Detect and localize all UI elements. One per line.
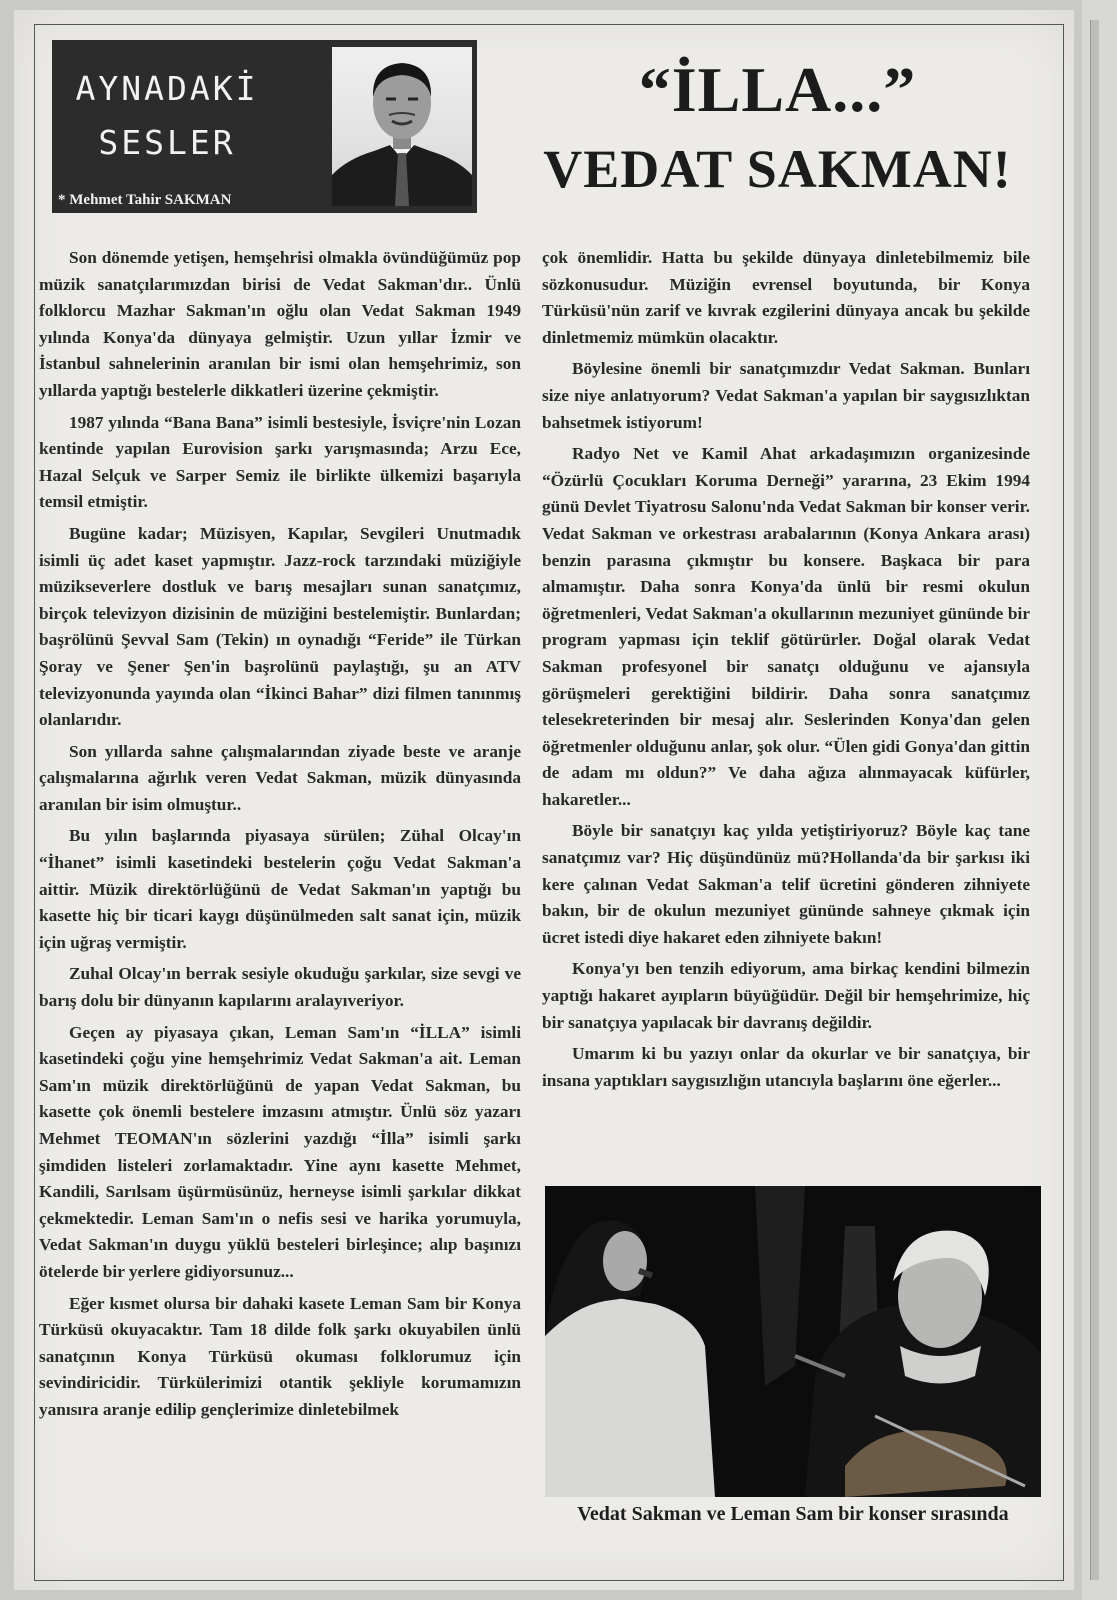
paragraph: 1987 yılında “Bana Bana” isimli bestesiyle, İsviçre'nin Lozan kentinde yapılan Eurovision şarkı yarışmasında; Arzu Ece, Hazal Selçuk ve Sarper Semiz ile birlikte ülkemizi başarıyla temsil etmiştir. [39,412,521,512]
photo-caption: Vedat Sakman ve Leman Sam bir konser sırasında [577,1503,1009,1525]
adjacent-page-edge [1082,0,1117,1600]
author-portrait [332,47,472,206]
paragraph: Zuhal Olcay'ın berrak sesiyle okuduğu şarkılar, size sevgi ve barış dolu bir dünyanın kapılarını aralayıveriyor. [39,964,521,1011]
headline-line1: “İLLA...” [638,54,917,125]
column-title [52,62,282,170]
paragraph: Umarım ki bu yazıyı onlar da okurlar ve bir sanatçıya, bir insana yaptıkları saygısızlığın utancıyla başlarını öne eğerler... [542,1044,1030,1090]
paragraph: Eğer kısmet olursa bir dahaki kasete Leman Sam bir Konya Türküsü okuyacaktır. Tam 18 dilde folk şarkı okuyabilen ünlü sanatçının Konya Türküsü okuması folklorumuz için sevindiricidir. Türkülerimizi otantik şekliyle korumamızın yanısıra aranje edilip gençlerimize dinletebilmek [39,1293,521,1419]
paragraph: Bugüne kadar; Müzisyen, Kapılar, Sevgileri Unutmadık isimli üç adet kaset yapmıştır. Jazz-rock tarzındaki müziğiyle müzikseverlere dostluk ve barış mesajları sunan sanatçımız, birçok televizyon dizisinin de müziğini bestelemiştir. Bunlardan; başrölünü Şevval Sam (Tekin) ın oynadığı “Feride” ile Türkan Şoray ve Şener Şen'in başrolünü paylaştığı, şu an ATV televizyonunda yayında olan “İkinci Bahar” dizi filmen tanınmış olanlarıdır. [39,523,521,730]
paragraph: Böyle bir sanatçıyı kaç yılda yetiştiriyoruz? Böyle kaç tane sanatçımız var? Hiç düşündünüz mü?Hollanda'da bir şarkısı iki kere çalınan Vedat Sakman'a telif ücretini gönderen zihniyete bakın, bir de okulun mezuniyet gününde sahneye çıkmak için ücret istedi diye hakaret eden zihniyete bakın! [542,821,1030,947]
paragraph: Böylesine önemli bir sanatçımızdır Vedat Sakman. Bunları size niye anlatıyorum? Vedat Sakman'a yapılan bir saygısızlıktan bahsetmek istiyorum! [542,359,1030,432]
paragraph: Radyo Net ve Kamil Ahat arkadaşımızın organizesinde “Özürlü Çocukları Koruma Derneği” yararına, 23 Ekim 1994 günü Devlet Tiyatrosu Salonu'nda Vedat Sakman bir konser verir. Vedat Sakman ve orkestrası arabalarının (Konya Ankara arası) benzin parasına çıkmıştır bu konsere. Başkaca bir para almamıştır. Daha sonra Konya'da ünlü bir resmi okulun öğretmenleri, Vedat Sakman'a okullarının mezuniyet gününde bir program yapması için teklif götürürler. Doğal olarak Vedat Sakman profesyonel bir sanatçı olduğunu ve ajansıyla görüşmeleri gerektiğini bildirir. Daha sonra sanatçımız telesekreterinden bir mesaj alır. Seslerinden Konya'dan gelen öğretmenler olduğunu anlar, şok olur. “Ülen gidi Gonya'dan gittin de adam mı oldun?” Ve daha ağıza alınmayacak küfürler, hakaretler... [542,444,1030,809]
paragraph: Son yıllarda sahne çalışmalarından ziyade beste ve aranje çalışmalarına ağırlık veren Vedat Sakman, müzik dünyasında aranılan bir isim olmuştur.. [39,741,521,814]
paragraph: Bu yılın başlarında piyasaya sürülen; Zühal Olcay'ın “İhanet” isimli kasetindeki bestelerin çoğu Vedat Sakman'a aittir. Müzik direktörlüğünü de Vedat Sakman'ın yaptığı bu kasette hiç bir ticari kaygı düşünülmeden salt sanat için, müzik için uğraş vermiştir. [39,826,521,952]
headline-line2: VEDAT SAKMAN! [543,139,1012,199]
column-header [52,40,477,213]
article-column-right [542,245,1030,1099]
article-column-left [39,245,521,1429]
column-title-line1: AYNADAKİ [75,69,259,108]
paragraph: Konya'yı ben tenzih ediyorum, ama birkaç kendini bilmezin yaptığı hakaret ayıpların büyüğüdür. Değil bir hemşehrimize, hiç bir sanatçıya yapılacak bir davranış değildir. [542,959,1030,1032]
paragraph: Geçen ay piyasaya çıkan, Leman Sam'ın “İLLA” isimli kasetindeki çoğu yine hemşehrimiz Vedat Sakman'a ait. Leman Sam'ın müzik direktörlüğünü de yapan Vedat Sakman, bu kasette çok önemli bestelere imzasını atmıştır. Ünlü söz yazarı Mehmet TEOMAN'ın sözlerini yazdığı “İlla” isimli şarkı şimdiden listeleri zorlamaktadır. Yine aynı kasette Mehmet, Kandili, Sarılsam üşürmüsünüz, herneyse isimli şarkılar dikkat çekmektedir. Leman Sam'ın o nefis sesi ve harika yorumuyla, Vedat Sakman'ın duygu yüklü besteleri birleşince; alıp başınızı ötelerde bir yerlere gidiyorsunuz... [39,1022,521,1281]
column-title-line2: SESLER [98,123,236,162]
concert-photo [545,1186,1041,1497]
paragraph: Son dönemde yetişen, hemşehrisi olmakla övündüğümüz pop müzik sanatçılarımızdan birisi de Vedat Sakman'dır.. Ünlü folklorcu Mazhar Sakman'ın oğlu olan Vedat Sakman 1949 yılında Konya'da dünyaya gelmiştir. Uzun yıllar İzmir ve İstanbul sahnelerinin aranılan bir ismi olan hemşehrimiz, son yıllarda yaptığı bestelerle dikkatleri üzerine çekmiştir. [39,248,521,400]
headline [490,50,1065,208]
paragraph-continued: çok önemlidir. Hatta bu şekilde dünyaya dinletebilmemiz bile sözkonusudur. Müziğin evrensel boyutunda, bir Konya Türküsü'nün zarif ve kıvrak ezgilerini dünyaya ancak bu şekilde dinletmemiz mümkün olacaktır. [542,248,1030,347]
author-byline: * Mehmet Tahir SAKMAN [58,192,232,208]
